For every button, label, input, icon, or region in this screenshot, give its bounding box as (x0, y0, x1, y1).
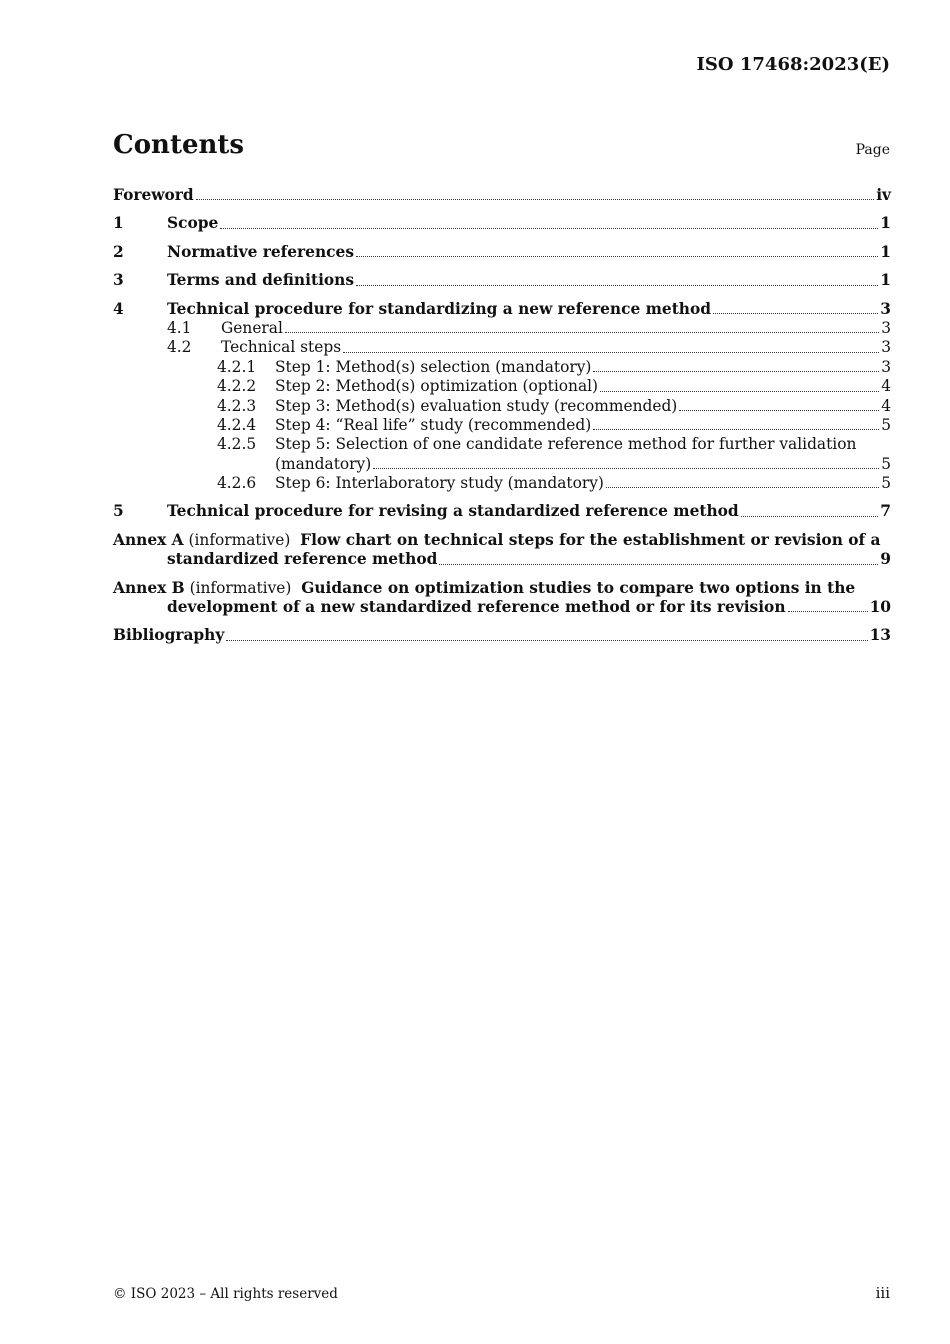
toc-entry-title: Technical procedure for revising a standardized reference method (167, 502, 739, 521)
toc-entry-page: 4 (881, 396, 891, 415)
toc-entry-page: 13 (869, 626, 891, 645)
toc-entry-number: 4.2.5 (217, 435, 257, 454)
toc-entry-page: 7 (880, 502, 891, 521)
dot-leader (600, 391, 879, 392)
toc-entry-annex-a[interactable] (113, 531, 891, 570)
dot-leader (285, 332, 879, 333)
dot-leader (593, 429, 879, 430)
toc-entry-number: 4.1 (167, 318, 192, 337)
toc-entry-title: Normative references (167, 242, 354, 261)
toc-entry-page: iv (876, 185, 891, 204)
table-of-contents (113, 186, 891, 646)
annex-qualifier: (informative) (188, 530, 291, 549)
dot-leader (788, 611, 868, 612)
toc-entry-title: General (221, 318, 283, 337)
toc-entry-4-2-6[interactable] (113, 474, 891, 493)
toc-entry-page: 5 (881, 454, 891, 473)
annex-label: Annex B (113, 578, 185, 597)
dot-leader (196, 199, 875, 200)
page-column-label: Page (855, 142, 890, 158)
toc-entry-title: Bibliography (113, 626, 225, 645)
dot-leader (226, 640, 867, 641)
toc-entry-page: 3 (881, 318, 891, 337)
annex-title-continuation: standardized reference method (167, 550, 438, 569)
toc-entry-4-2-2[interactable] (113, 377, 891, 396)
annex-title: Flow chart on technical steps for the establishment or revision of a (300, 530, 881, 549)
toc-entry-page: 1 (880, 214, 891, 233)
annex-qualifier: (informative) (189, 578, 292, 597)
toc-entry-page: 1 (880, 271, 891, 290)
toc-entry-terms-and-definitions[interactable] (113, 271, 891, 290)
dot-leader (373, 468, 879, 469)
dot-leader (356, 256, 878, 257)
toc-entry-title: Step 4: “Real life” study (recommended) (275, 415, 592, 434)
toc-entry-page: 3 (881, 357, 891, 376)
toc-entry-page: 5 (881, 474, 891, 493)
toc-entry-title: Scope (167, 214, 219, 233)
dot-leader (220, 228, 878, 229)
toc-entry-number: 4.2.4 (217, 415, 257, 434)
toc-entry-title-continuation: (mandatory) (275, 454, 372, 473)
toc-entry-4-2-4[interactable] (113, 416, 891, 435)
dot-leader (713, 313, 878, 314)
toc-entry-page: 9 (880, 550, 891, 569)
toc-entry-title: Step 6: Interlaboratory study (mandatory) (275, 474, 604, 493)
page-title: Contents (113, 130, 245, 160)
toc-entry-title: Step 1: Method(s) selection (mandatory) (275, 357, 592, 376)
toc-entry-title: Step 5: Selection of one candidate reference method for further validation (275, 435, 857, 454)
toc-entry-number: 4.2.6 (217, 474, 257, 493)
dot-leader (679, 410, 879, 411)
annex-title-continuation: development of a new standardized reference method or for its revision (167, 598, 786, 617)
toc-entry-title: Step 3: Method(s) evaluation study (recommended) (275, 396, 678, 415)
dot-leader (356, 285, 878, 286)
page-number: iii (875, 1284, 890, 1302)
toc-entry-section-5[interactable] (113, 502, 891, 521)
dot-leader (343, 352, 879, 353)
toc-entry-title: Foreword (113, 185, 194, 204)
toc-entry-title: Technical steps (221, 338, 342, 357)
toc-entry-number: 4.2 (167, 338, 192, 357)
dot-leader (593, 371, 879, 372)
toc-entry-title: Terms and definitions (167, 271, 355, 290)
toc-entry-number: 5 (113, 502, 124, 521)
toc-entry-4-2-5[interactable] (113, 435, 891, 454)
toc-entry-number: 4.2.3 (217, 396, 257, 415)
toc-entry-4-2-3[interactable] (113, 397, 891, 416)
toc-entry-title: Step 2: Method(s) optimization (optional) (275, 377, 599, 396)
toc-entry-page: 1 (880, 242, 891, 261)
toc-entry-page: 10 (869, 598, 891, 617)
toc-entry-number: 4.2.2 (217, 377, 257, 396)
dot-leader (741, 516, 879, 517)
toc-entry-title: Technical procedure for standardizing a new reference method (167, 299, 712, 318)
document-id: ISO 17468:2023(E) (696, 54, 890, 75)
toc-entry-number: 4 (113, 299, 124, 318)
dot-leader (439, 564, 878, 565)
toc-entry-page: 3 (880, 299, 891, 318)
annex-label: Annex A (113, 530, 184, 549)
annex-title: Guidance on optimization studies to compare two options in the (301, 578, 856, 597)
toc-entry-scope[interactable] (113, 214, 891, 233)
toc-entry-number: 3 (113, 271, 124, 290)
toc-entry-4-2[interactable] (113, 338, 891, 357)
toc-entry-number: 1 (113, 214, 124, 233)
toc-entry-page: 3 (881, 338, 891, 357)
dot-leader (606, 487, 879, 488)
toc-entry-page: 5 (881, 415, 891, 434)
toc-entry-bibliography[interactable] (113, 626, 891, 645)
toc-entry-page: 4 (881, 377, 891, 396)
toc-entry-4-2-5-continuation[interactable] (113, 455, 891, 474)
toc-entry-4-2-1[interactable] (113, 358, 891, 377)
copyright-notice: © ISO 2023 – All rights reserved (113, 1286, 338, 1302)
toc-entry-foreword[interactable] (113, 186, 891, 205)
toc-entry-annex-b[interactable] (113, 579, 891, 618)
toc-entry-4-1[interactable] (113, 319, 891, 338)
toc-entry-section-4[interactable] (113, 300, 891, 319)
toc-entry-number: 4.2.1 (217, 357, 257, 376)
toc-entry-number: 2 (113, 242, 124, 261)
toc-entry-normative-references[interactable] (113, 243, 891, 262)
